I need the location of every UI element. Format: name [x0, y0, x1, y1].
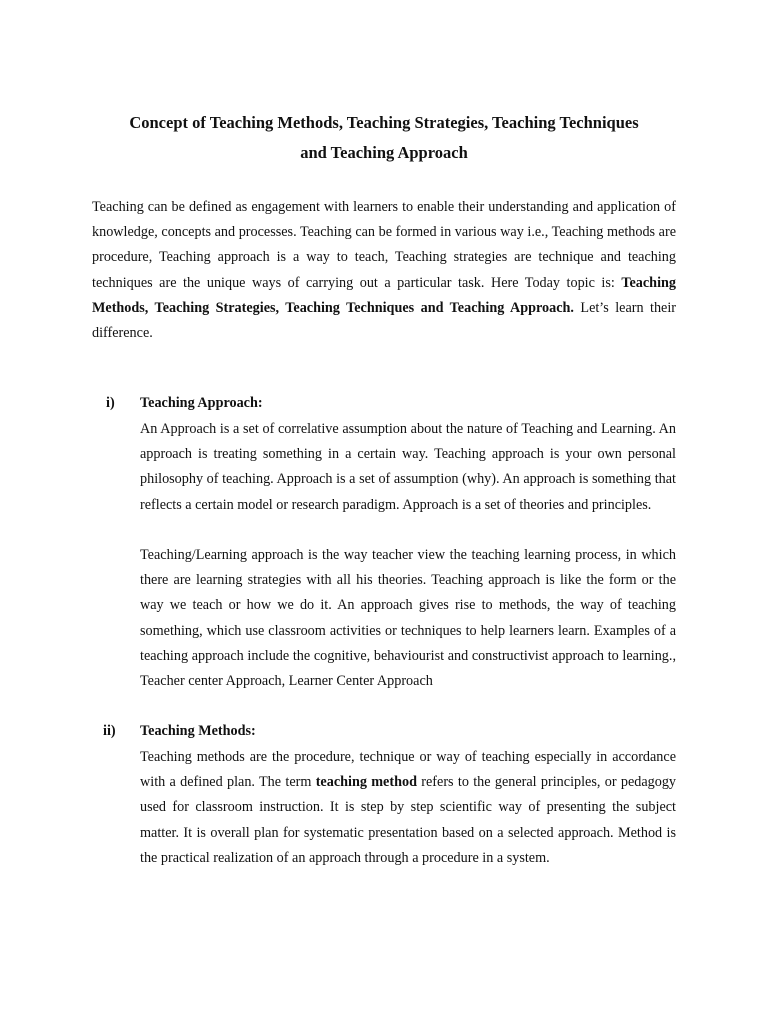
section-heading: Teaching Approach:: [140, 395, 263, 411]
intro-text-start: Teaching can be defined as engagement with learners to enable their understanding and application of knowledge, concepts and processes. Teaching can be formed in various way i.e., Teaching methods are procedure, Teaching approach is a way to teach, Teaching strategies are technique and teaching techniques are the unique ways of carrying out a particular task. Here Today topic is:: [92, 199, 676, 291]
section-label: ii): [103, 723, 116, 739]
intro-text-end: Let’s learn their difference.: [92, 299, 676, 342]
methods-text-end: refers to the general principles, or pedagogy used for classroom instruction. It is step by step scientific way of presenting the subject matter. It is overall plan for systematic presentation based on a selected approach. Method is the practical realization of an approach through a procedure in a system.: [140, 774, 677, 866]
section-paragraph: Teaching/Learning approach is the way teacher view the teaching learning process, in which there are learning strategies with all his theories. Teaching approach is like the form or the way we teach or how we do it. An approach gives rise to methods, the way of teaching something, which use classroom activities or techniques to help learners learn. Examples of a teaching approach include the cognitive, behaviourist and constructivist approach to learning., Teacher center Approach, Learner Center Approach: [140, 547, 676, 690]
methods-text-start: Teaching methods are the procedure, technique or way of teaching especially in accordance with a defined plan. The term: [140, 749, 676, 791]
intro-text-bold: Teaching Methods, Teaching Strategies, Teaching Techniques and Teaching Approach.: [92, 274, 676, 316]
section-paragraph: An Approach is a set of correlative assumption about the nature of Teaching and Learning. An approach is treating something in a certain way. Teaching approach is your own personal philosophy of teaching. Approach is a set of assumption (why). An approach is something that reflects a certain model or research paradigm. Approach is a set of theories and principles.: [140, 421, 676, 513]
title-line-2: and Teaching Approach: [300, 143, 468, 162]
document-title: [92, 108, 676, 168]
intro-paragraph: [92, 195, 676, 346]
title-line-1: Concept of Teaching Methods, Teaching Strategies, Teaching Techniques: [129, 113, 639, 132]
section-label: i): [106, 395, 115, 411]
section-heading: Teaching Methods:: [140, 723, 256, 739]
methods-text-bold: teaching method: [315, 774, 417, 791]
section-paragraph: [140, 745, 676, 871]
